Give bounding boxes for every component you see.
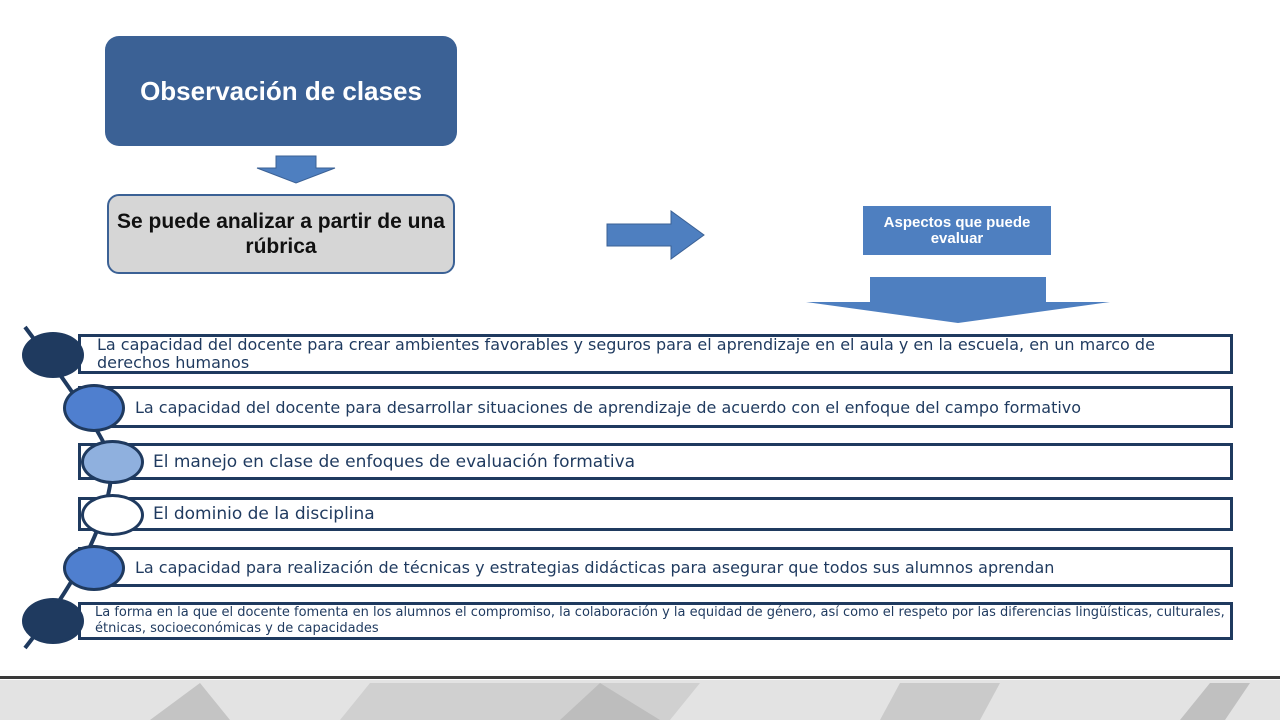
aspects-text: Aspectos que puede evaluar xyxy=(883,213,1031,247)
timeline-circle xyxy=(22,332,84,378)
timeline-circle xyxy=(63,384,125,432)
observation-title: Observación de clases xyxy=(140,76,422,106)
list-item xyxy=(78,497,1233,531)
right-arrow xyxy=(607,211,704,259)
list-item-text: La capacidad para realización de técnicas y estrategias didácticas para asegurar que todos sus alumnos aprendan xyxy=(135,557,1055,577)
list-item-text: El manejo en clase de enfoques de evaluación formativa xyxy=(153,451,636,472)
down-arrow xyxy=(257,156,335,183)
list-item-text: La capacidad del docente para crear ambientes favorables y seguros para el aprendizaje en el aula y en la escuela, en un marco de derechos humanos xyxy=(97,335,1155,372)
timeline-circle xyxy=(81,494,144,536)
footer-shape xyxy=(880,683,1000,720)
aspects-box xyxy=(863,206,1051,255)
timeline-circle xyxy=(22,598,84,644)
list-item-text: El dominio de la disciplina xyxy=(153,504,375,524)
footer-line xyxy=(0,676,1280,679)
rubric-text: Se puede analizar a partir de una rúbrica xyxy=(117,210,445,258)
rubric-box xyxy=(107,194,455,274)
list-item xyxy=(78,386,1233,428)
timeline-circle xyxy=(63,545,125,591)
list-item xyxy=(78,602,1233,640)
list-item xyxy=(78,443,1233,480)
list-item xyxy=(78,334,1233,374)
observation-box xyxy=(105,36,457,146)
big-down-arrow xyxy=(806,277,1110,323)
list-item-text: La forma en la que el docente fomenta en los alumnos el compromiso, la colaboración y la equidad de género, así como el respeto por las diferencias lingüísticas, culturales, étnicas, socioeconómicas y de capacidades xyxy=(95,605,1225,636)
list-item-text: La capacidad del docente para desarrollar situaciones de aprendizaje de acuerdo con el enfoque del campo formativo xyxy=(135,397,1082,417)
timeline-circle xyxy=(81,440,144,484)
list-item xyxy=(78,547,1233,587)
